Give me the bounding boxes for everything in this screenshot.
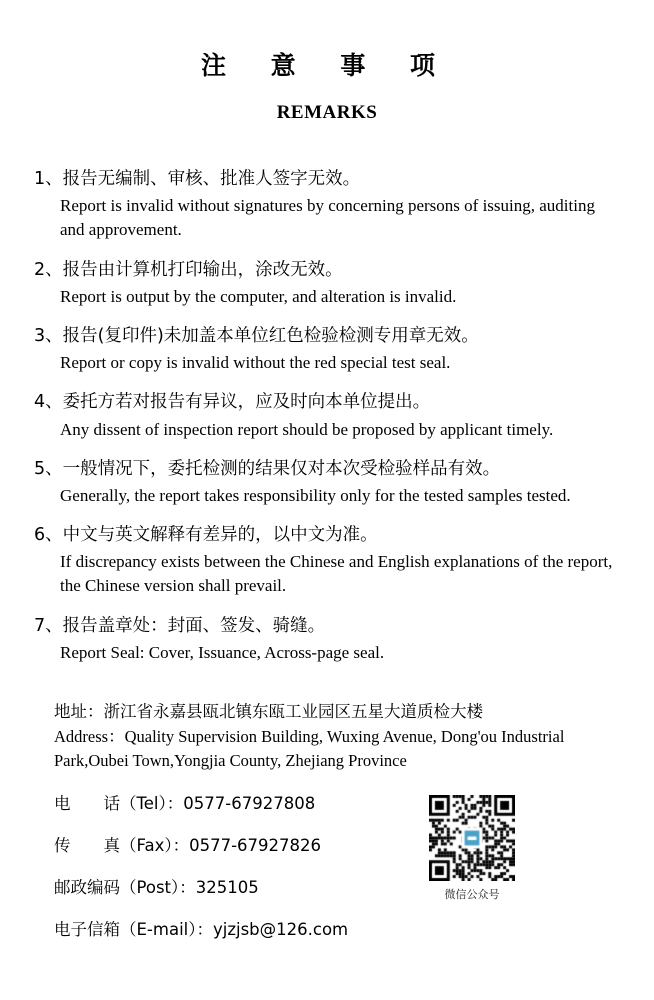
remark-text-en: Report Seal: Cover, Issuance, Across-page seal. [60, 642, 385, 662]
remark-item [34, 522, 620, 599]
qr-code-icon [429, 795, 515, 881]
email-line: 电子信箱（E-mail）：yjzjsb@126.com [54, 920, 349, 940]
remark-item [34, 257, 620, 309]
fax-line: 传 真（Fax）：0577-67927826 [54, 836, 322, 856]
qr-caption: 微信公众号 [444, 887, 500, 901]
remark-text-cn: 5、一般情况下，委托检测的结果仅对本次受检验样品有效。 [34, 458, 501, 479]
remark-text-en: Any dissent of inspection report should be proposed by applicant timely. [60, 419, 554, 439]
remark-item [34, 389, 620, 441]
remark-text-cn: 2、报告由计算机打印输出，涂改无效。 [34, 259, 343, 280]
remark-text-en: Report or copy is invalid without the red special test seal. [60, 353, 451, 373]
remark-text-cn: 1、报告无编制、审核、批准人签字无效。 [34, 169, 361, 189]
remark-text-en: Report is invalid without signatures by concerning persons of issuing, auditing and approvement. [60, 196, 600, 240]
page-title-en: REMARKS [276, 102, 378, 123]
page-title-cn: 注 意 事 项 [200, 51, 454, 80]
telephone-line: 电 话（Tel）：0577-67927808 [54, 794, 316, 814]
remark-text-cn: 4、委托方若对报告有异议，应及时向本单位提出。 [34, 392, 431, 413]
remark-text-cn: 6、中文与英文解释有差异的，以中文为准。 [34, 525, 378, 545]
address-en: Address：Quality Supervision Building, Wuxing Avenue, Dong'ou Industrial Park,Oubei Town,Yongjia County, Zhejiang Province [54, 727, 569, 771]
wechat-qr-block [426, 795, 518, 902]
remark-text-cn: 3、报告(复印件)未加盖本单位红色检验检测专用章无效。 [34, 325, 479, 346]
contact-block [34, 699, 620, 942]
remark-text-en: If discrepancy exists between the Chinese and English explanations of the report, the Chinese version shall prevail. [60, 552, 617, 596]
remark-text-en: Report is output by the computer, and alteration is invalid. [60, 286, 457, 306]
remarks-list [34, 166, 620, 665]
postcode-line: 邮政编码（Post）：325105 [54, 878, 259, 898]
remark-item [34, 323, 620, 375]
remark-text-cn: 7、报告盖章处：封面、签发、骑缝。 [34, 615, 326, 636]
address-cn: 地址：浙江省永嘉县瓯北镇东瓯工业园区五星大道质检大楼 [54, 701, 483, 721]
remark-item [34, 166, 620, 243]
remark-item [34, 613, 620, 665]
remark-item [34, 456, 620, 508]
remark-text-en: Generally, the report takes responsibility only for the tested samples tested. [60, 485, 571, 505]
